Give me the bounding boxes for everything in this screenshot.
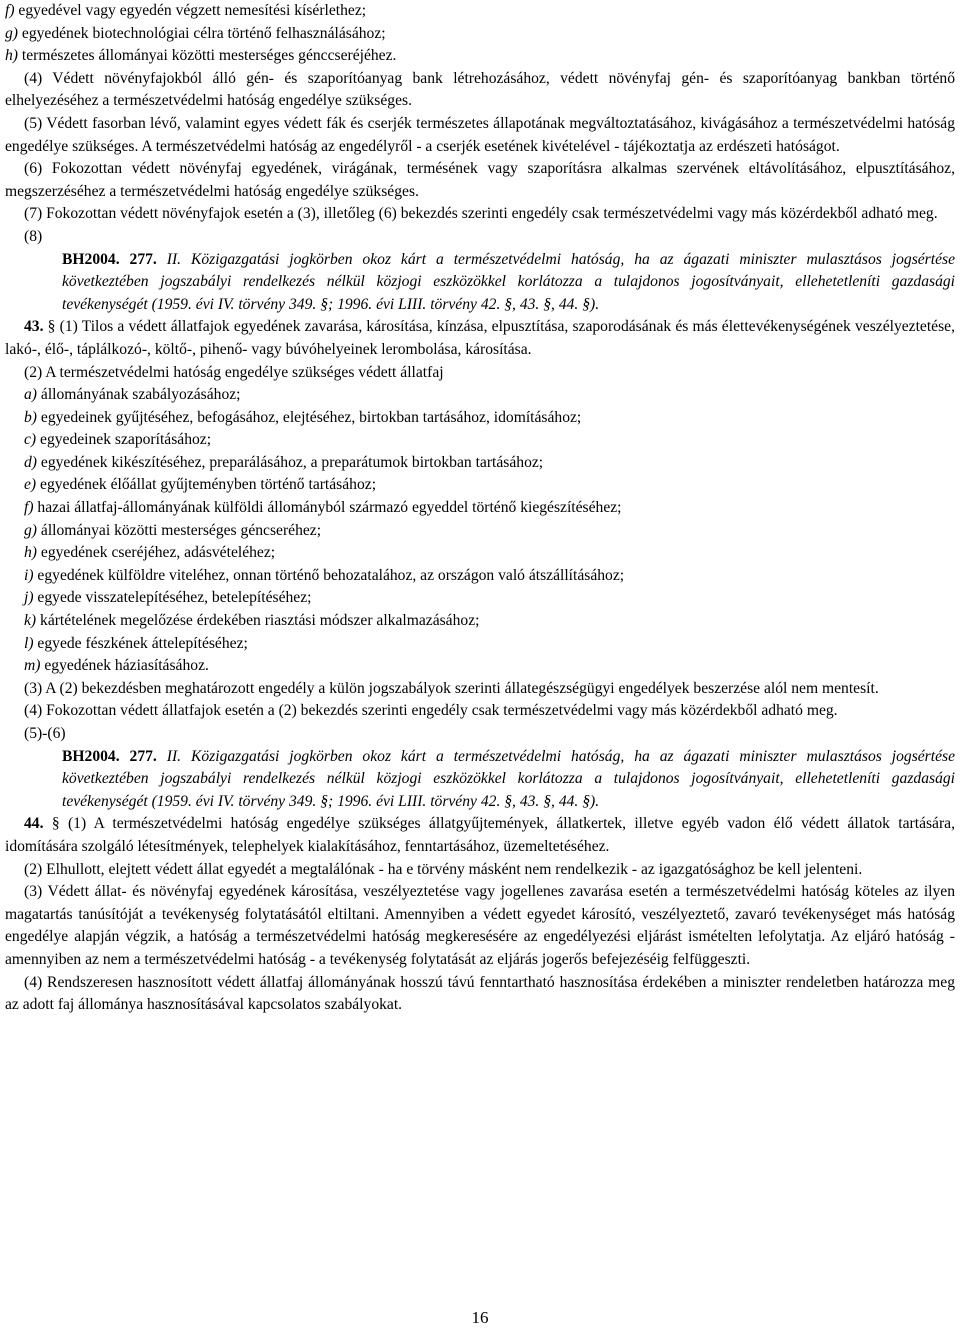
section-43-paragraph-2: (2) A természetvédelmi hatóság engedélye szükséges védett állatfaj bbox=[24, 363, 444, 381]
list-item: f) egyedével vagy egyedén végzett nemesítési kísérlethez; bbox=[5, 2, 367, 19]
paragraph-5: (5) Védett fasorban lévő, valamint egyes védett fák és cserjék természetes állapotának megváltoztatásához, kivágásához a természetvédelmi hatóság engedélye szükséges. A természetvédelmi hatóság az engedélyről - a cserjék esetének kivételével - tájékoztatja az erdészeti hatóságot. bbox=[5, 114, 955, 155]
list-item: h) természetes állományai közötti mesterséges génccseréjéhez. bbox=[5, 47, 397, 65]
page-number: 16 bbox=[471, 1308, 489, 1327]
list-item: l) egyede fészkének áttelepítéséhez; bbox=[24, 634, 248, 652]
list-item: f) hazai állatfaj-állományának külföldi állományból származó egyeddel történő kiegészítéséhez; bbox=[24, 499, 622, 517]
court-reference: BH2004. 277. II. Közigazgatási jogkörben okoz kárt a természetvédelmi hatóság, ha az ágazati miniszter mulasztásos jogsértése következtében jogszabályi rendelkezés nélkül közjogi eszközökkel korlátozza a tulajdonos jogosítványait, ellehetetleníti gazdasági tevékenységét (1959. évi IV. törvény 349. §; 1996. évi LIII. törvény 42. §, 43. §, 44. §). bbox=[62, 250, 955, 313]
section-44: 44. § (1) A természetvédelmi hatóság engedélye szükséges állatgyűjtemények, állatkertek, illetve egyéb vadon élő védett állatok tartására, idomítására szolgáló létesítmények, telephelyek kialakításához, fenntartásához, üzemeltetéséhez. bbox=[5, 815, 955, 855]
list-item: b) egyedeinek gyűjtéséhez, befogásához, elejtéséhez, birtokban tartásához, idomításához; bbox=[24, 408, 582, 426]
list-item: e) egyedének élőállat gyűjteményben történő tartásához; bbox=[24, 476, 377, 494]
list-item: g) egyedének biotechnológiai célra történő felhasználásához; bbox=[5, 24, 386, 42]
section-43-paragraph-4: (4) Fokozottan védett állatfajok esetén a (2) bekezdés szerinti engedély csak természetvédelmi vagy más közérdekből adható meg. bbox=[24, 702, 838, 720]
list-item: j) egyede visszatelepítéséhez, betelepítéséhez; bbox=[24, 589, 312, 607]
paragraph-4: (4) Védett növényfajokból álló gén- és szaporítóanyag bank létrehozásához, védett növényfaj gén- és szaporítóanyag bankban történő elhelyezéséhez a természetvédelmi hatóság engedélye szükséges. bbox=[5, 69, 955, 110]
list-item: m) egyedének háziasításához. bbox=[24, 657, 209, 675]
section-44-paragraph-3: (3) Védett állat- és növényfaj egyedének károsítása, veszélyeztetése vagy jogellenes zavarása esetén a természetvédelmi hatóság köteles az ilyen magatartás tanúsítóját a tevékenység folytatásától eltiltani. Amennyiben a védett egyedet károsító, veszélyeztető, zavaró tevékenységet más hatóság engedélye alapján végzik, a hatóság a természetvédelmi hatóság megkeresésére az engedélyezési eljárást ismételten lefolytatja. Az eljáró hatóság - amennyiben az nem a természetvédelmi hatóság - a tevékenység folytatását az eljárás jogerős befejezéséig felfüggeszti. bbox=[5, 883, 955, 968]
paragraph-6: (6) Fokozottan védett növényfaj egyedének, virágának, termésének vagy szaporításra alkalmas szervének eltávolításához, elpusztításához, megszerzéséhez a természetvédelmi hatóság engedélye szükséges. bbox=[5, 160, 955, 200]
list-item: i) egyedének külföldre viteléhez, onnan történő behozatalához, az országon való átszállításához; bbox=[24, 566, 625, 584]
paragraph-8: (8) bbox=[24, 227, 43, 245]
permission-list bbox=[5, 384, 955, 678]
document-body bbox=[5, 0, 955, 1017]
list-item: h) egyedének cseréjéhez, adásvételéhez; bbox=[24, 544, 276, 562]
list-item: k) kártételének megelőzése érdekében riasztási módszer alkalmazásához; bbox=[24, 612, 480, 630]
section-43-paragraph-5-6: (5)-(6) bbox=[24, 725, 66, 742]
list-item: d) egyedének kikészítéséhez, preparálásához, a preparátumok birtokban tartásához; bbox=[24, 453, 544, 471]
section-44-paragraph-2: (2) Elhullott, elejtett védett állat egyedét a megtalálónak - ha e törvény másként nem rendelkezik - az igazgatósághoz be kell jelenteni. bbox=[24, 860, 863, 878]
list-item: a) állományának szabályozásához; bbox=[24, 386, 241, 404]
section-43: 43. § (1) Tilos a védett állatfajok egyedének zavarása, károsítása, kínzása, elpusztítása, szaporodásának és más élettevékenységének veszélyeztetése, lakó-, élő-, táplálkozó-, költő-, pihenő- vagy búvóhelyeinek lerombolása, károsítása. bbox=[5, 318, 955, 358]
list-item: c) egyedeinek szaporításához; bbox=[24, 431, 212, 449]
paragraph-7: (7) Fokozottan védett növényfajok esetén a (3), illetőleg (6) bekezdés szerinti engedély csak természetvédelmi vagy más közérdekből adható meg. bbox=[24, 205, 938, 223]
court-reference: BH2004. 277. II. Közigazgatási jogkörben okoz kárt a természetvédelmi hatóság, ha az ágazati miniszter mulasztásos jogsértése következtében jogszabályi rendelkezés nélkül közjogi eszközökkel korlátozza a tulajdonos jogosítványait, ellehetetleníti gazdasági tevékenységét (1959. évi IV. törvény 349. §; 1996. évi LIII. törvény 42. §, 43. §, 44. §). bbox=[62, 747, 955, 810]
section-43-paragraph-3: (3) A (2) bekezdésben meghatározott engedély a külön jogszabályok szerinti állategészségügyi engedélyek beszerzése alól nem mentesít. bbox=[24, 679, 879, 697]
section-44-paragraph-4: (4) Rendszeresen hasznosított védett állatfaj állományának hosszú távú fenntartható hasznosítása érdekében a miniszter rendeletben határozza meg az adott faj állománya hasznosításával kapcsolatos szabályokat. bbox=[5, 973, 955, 1014]
list-item: g) állományai közötti mesterséges géncseréhez; bbox=[24, 521, 322, 539]
